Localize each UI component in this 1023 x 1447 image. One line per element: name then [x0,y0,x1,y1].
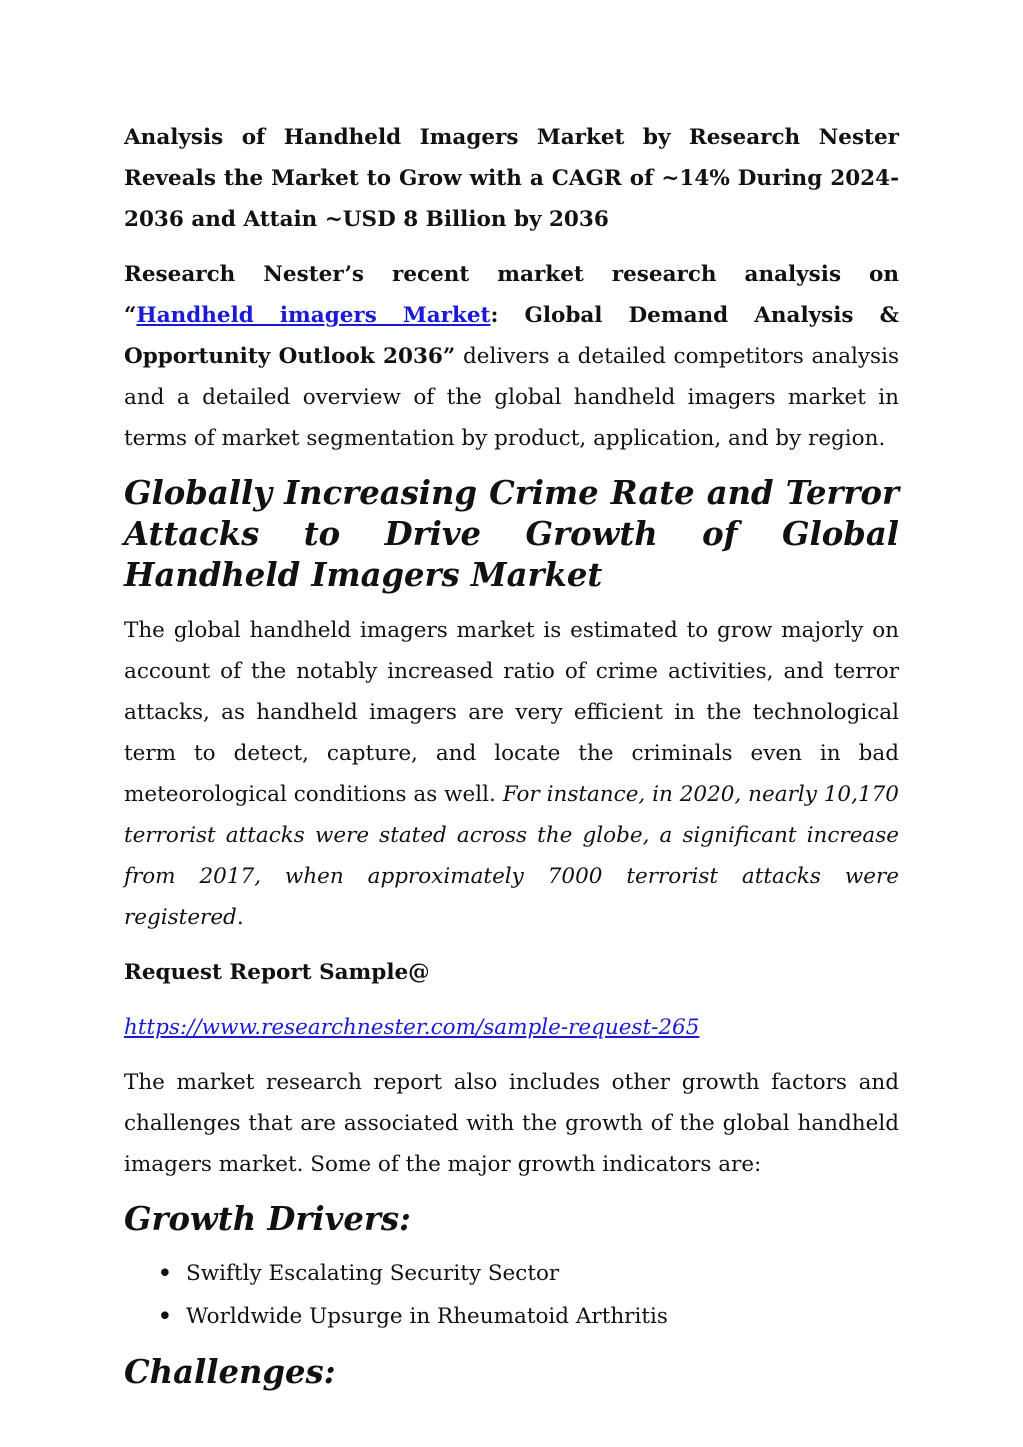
intro-prefix: Research Nester’s recent market research analysis on “ [124,262,899,328]
growth-driver-1: Swiftly Escalating Security Sector [186,1261,560,1286]
body1-end: . [236,905,244,930]
document-content [124,117,899,1393]
intro-report-title: : Global Demand Analysis & Opportunity Outlook 2036” [124,303,899,369]
body-paragraph-1 [124,610,899,938]
request-sample-label: Request Report Sample@ [124,960,430,985]
handheld-imagers-market-link[interactable]: Handheld imagers Market [136,303,491,328]
list-item [124,1295,899,1338]
growth-driver-2: Worldwide Upsurge in Rheumatoid Arthritis [186,1304,668,1329]
growth-drivers-list [124,1252,899,1338]
bullet-icon: • [158,1261,172,1286]
list-item [124,1252,899,1295]
document-title: Analysis of Handheld Imagers Market by Research Nester Reveals the Market to Grow with a CAGR of ~14% During 2024-2036 and Attain ~USD 8 Billion by 2036 [124,125,899,232]
request-sample-link-line [124,1007,899,1048]
growth-drivers-heading: Growth Drivers: [124,1200,411,1238]
bullet-icon: • [158,1304,172,1329]
sample-request-link[interactable]: https://www.researchnester.com/sample-request-265 [124,1015,700,1040]
body1-text: The global handheld imagers market is estimated to grow majorly on account of the notably increased ratio of crime activities, and terror attacks, as handheld imagers are very efficient in the technological term to detect, capture, and locate the criminals even in bad meteorological conditions as well. [124,618,899,807]
challenges-heading: Challenges: [124,1353,336,1391]
intro-paragraph [124,254,899,459]
intro-rest: delivers a detailed competitors analysis and a detailed overview of the global handheld imagers market in terms of market segmentation by product, application, and by region. [124,344,900,451]
body-paragraph-2: The market research report also includes other growth factors and challenges that are associated with the growth of the global handheld imagers market. Some of the major growth indicators are: [124,1070,899,1177]
body1-italic-example: For instance, in 2020, nearly 10,170 terrorist attacks were stated across the globe, a significant increase from 2017, when approximately 7000 terrorist attacks were registered [124,782,899,930]
section-heading: Globally Increasing Crime Rate and Terror Attacks to Drive Growth of Global Handheld Imagers Market [124,474,899,594]
